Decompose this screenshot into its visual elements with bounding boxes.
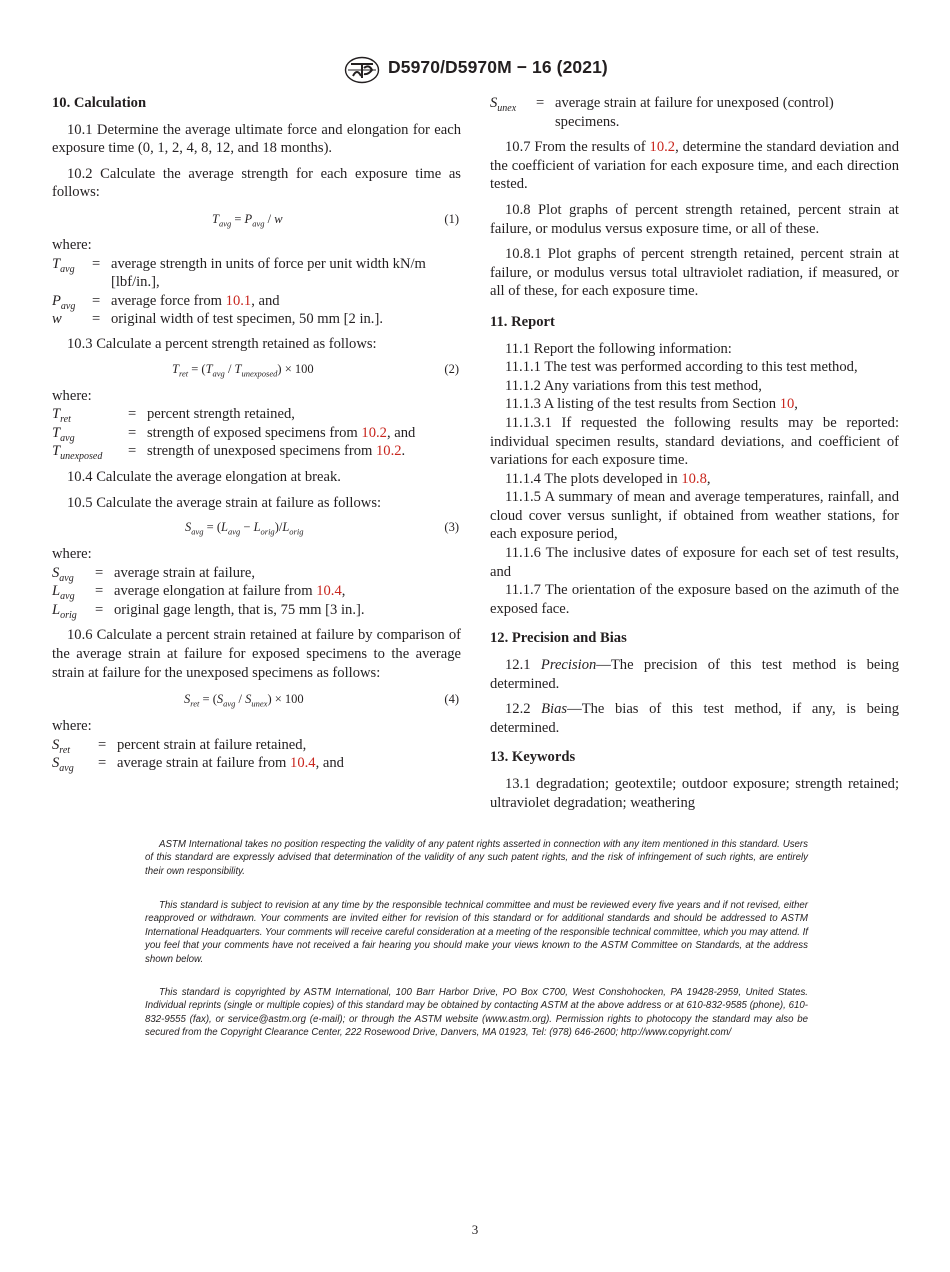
paragraph-10-8-1: 10.8.1 Plot graphs of percent strength retained, percent strain at failure, or modulus versus total ultraviolet radiation, if measured, or all of these, for each exposure time.	[490, 246, 899, 300]
variable-list-4	[52, 736, 461, 773]
patent-notice: ASTM International takes no position respecting the validity of any patent rights asserted in connection with any item mentioned in this standard. Users of this standard are expressly advised that determination of the validity of any such patent rights, and the risk of infringement of such rights, are entirely their own responsibility.	[145, 838, 808, 877]
paragraph-11-1-6: 11.1.6 The inclusive dates of exposure for each set of test results, and	[490, 545, 899, 580]
equation-4-number: (4)	[444, 692, 459, 707]
cross-reference-link[interactable]: 10.2	[376, 443, 402, 460]
variable-list-1	[52, 255, 461, 329]
section-12-heading: 12. Precision and Bias	[490, 630, 627, 647]
paragraph-10-2: 10.2 Calculate the average strength for each exposure time as follows:	[52, 165, 461, 201]
variable-list-2	[52, 405, 461, 461]
paragraph-11-1-3-1: 11.1.3.1 If requested the following results may be reported: individual specimen results, standard deviations, and coefficient of variations for each exposure time.	[490, 414, 899, 469]
variable-row: w = original width of test specimen, 50 mm [2 in.].	[52, 311, 383, 328]
paragraph-10-5: 10.5 Calculate the average strain at failure as follows:	[67, 494, 382, 511]
variable-row: $P_{avg}$ = average force from 10.1, and	[52, 292, 280, 312]
variable-row: $L_{orig}$ = original gage length, that is, 75 mm [3 in.].	[52, 601, 365, 621]
paragraph-12-2: 12.2 Bias—The bias of this test method, if any, is being determined.	[490, 701, 900, 736]
section-10-heading: 10. Calculation	[52, 95, 147, 111]
equation-3-formula: $S_{avg} = (L_{avg} - L_{orig})/L_{orig}$	[185, 520, 304, 537]
paragraph-11-1-1: 11.1.1 The test was performed according to this test method,	[505, 359, 858, 376]
paragraph-11-1-2: 11.1.2 Any variations from this test method,	[505, 377, 762, 394]
paragraph-10-8: 10.8 Plot graphs of percent strength retained, percent strain at failure, or modulus versus exposure time, or all of these.	[490, 201, 899, 237]
cross-reference-link[interactable]: 10	[779, 396, 795, 413]
page-header	[0, 56, 950, 84]
equation-2	[52, 358, 461, 384]
cross-reference-link[interactable]: 10.8	[681, 470, 707, 487]
variable-row: $S_{unex}$ = average strain at failure for unexposed (control) specimens.	[490, 95, 834, 130]
variable-row: $S_{ret}$ = percent strain at failure retained,	[52, 736, 307, 756]
paragraph-10-1: 10.1 Determine the average ultimate force and elongation for each exposure time (0, 1, 2, 4, 8, 12, and 18 months).	[52, 121, 461, 157]
section-13-heading: 13. Keywords	[490, 749, 576, 766]
right-column	[490, 94, 899, 812]
where-label: where:	[52, 718, 92, 735]
variable-row: $T_{avg}$ = average strength in units of force per unit width kN/m [lbf/in.],	[52, 255, 426, 291]
document-designation: D5970/D5970M − 16 (2021)	[388, 57, 608, 77]
cross-reference-link[interactable]: 10.1	[225, 292, 252, 309]
paragraph-10-7: 10.7 From the results of 10.2, determine the standard deviation and the coefficient of variation for each exposure time, and each direction tested.	[490, 139, 899, 193]
variable-list-3	[52, 564, 461, 620]
copyright-notice: This standard is copyrighted by ASTM International, 100 Barr Harbor Drive, PO Box C700, West Conshohocken, PA 19428-2959, United States. Individual reprints (single or multiple copies) of this standard may be obtained by contacting ASTM at the above address or at 610-832-9585 (phone), 610-832-9555 (fax), or service@astm.org (e-mail); or through the ASTM website (www.astm.org). Permission rights to photocopy the standard may also be secured from the Copyright Clearance Center, 222 Rosewood Drive, Danvers, MA 01923, Tel: (978) 646-2600; http://www.copyright.com/	[145, 986, 808, 1039]
paragraph-10-3: 10.3 Calculate a percent strength retained as follows:	[67, 335, 377, 352]
paragraph-12-1: 12.1 Precision—The precision of this test method is being determined.	[490, 657, 900, 692]
where-label: where:	[52, 236, 92, 253]
cross-reference-link[interactable]: 10.4	[316, 583, 342, 600]
where-label: where:	[52, 387, 92, 404]
paragraph-10-6: 10.6 Calculate a percent strain retained at failure by comparison of the average strain at failure for exposed specimens to the average strain at failure for the unexposed specimens as follows:	[52, 627, 461, 681]
cross-reference-link[interactable]: 10.2	[361, 424, 387, 441]
equation-3-number: (3)	[444, 520, 459, 535]
left-column	[52, 94, 461, 773]
equation-2-formula: $T_{ret} = (T_{avg} / T_{unexposed}) \times 100$	[172, 361, 314, 379]
variable-row: $S_{avg}$ = average strain at failure from 10.4, and	[52, 755, 344, 775]
paragraph-11-1-5: 11.1.5 A summary of mean and average temperatures, rainfall, and cloud cover versus sunlight, if obtained from weather stations, for each exposure period,	[490, 489, 899, 543]
variable-row: $T_{unexposed}$ = strength of unexposed specimens from 10.2.	[52, 443, 406, 463]
paragraph-10-4: 10.4 Calculate the average elongation at break.	[67, 468, 341, 485]
variable-row: $S_{avg}$ = average strain at failure,	[52, 564, 255, 584]
paragraph-13-1: 13.1 degradation; geotextile; outdoor exposure; strength retained; ultraviolet degradation; weathering	[490, 776, 899, 811]
section-11-heading: 11. Report	[490, 313, 555, 330]
cross-reference-link[interactable]: 10.4	[290, 755, 316, 772]
variable-row: $T_{avg}$ = strength of exposed specimens from 10.2, and	[52, 424, 416, 444]
paragraph-11-1-3: 11.1.3 A listing of the test results from Section 10,	[505, 396, 798, 413]
where-label: where:	[52, 546, 92, 563]
page-number: 3	[471, 1222, 479, 1237]
equation-2-number: (2)	[444, 361, 459, 376]
equation-4	[52, 688, 461, 714]
equation-1-formula: $T_{avg} = P_{avg} / w$	[212, 211, 283, 229]
equation-4-formula: $S_{ret} = (S_{avg} / S_{unex}) \times 100$	[184, 692, 304, 709]
equation-1-number: (1)	[444, 211, 459, 226]
paragraph-11-1-4: 11.1.4 The plots developed in 10.8,	[505, 470, 711, 487]
astm-logo-icon	[344, 56, 380, 84]
equation-1	[52, 208, 461, 234]
variable-row: $T_{ret}$ = percent strength retained,	[52, 406, 295, 426]
variable-row: $L_{avg}$ = average elongation at failure from 10.4,	[52, 583, 346, 603]
paragraph-11-1: 11.1 Report the following information:	[505, 340, 732, 357]
cross-reference-link[interactable]: 10.2	[649, 139, 676, 156]
paragraph-11-1-7: 11.1.7 The orientation of the exposure based on the azimuth of the exposed face.	[490, 582, 899, 617]
equation-3	[52, 516, 461, 542]
revision-notice: This standard is subject to revision at any time by the responsible technical committee and must be reviewed every five years and if not revised, either reapproved or withdrawn. Your comments are invited either for revision of this standard or for additional standards and should be addressed to ASTM International Headquarters. Your comments will receive careful consideration at a meeting of the responsible technical committee, which you may attend. If you feel that your comments have not received a fair hearing you should make your views known to the ASTM Committee on Standards, at the address shown below.	[145, 899, 808, 965]
